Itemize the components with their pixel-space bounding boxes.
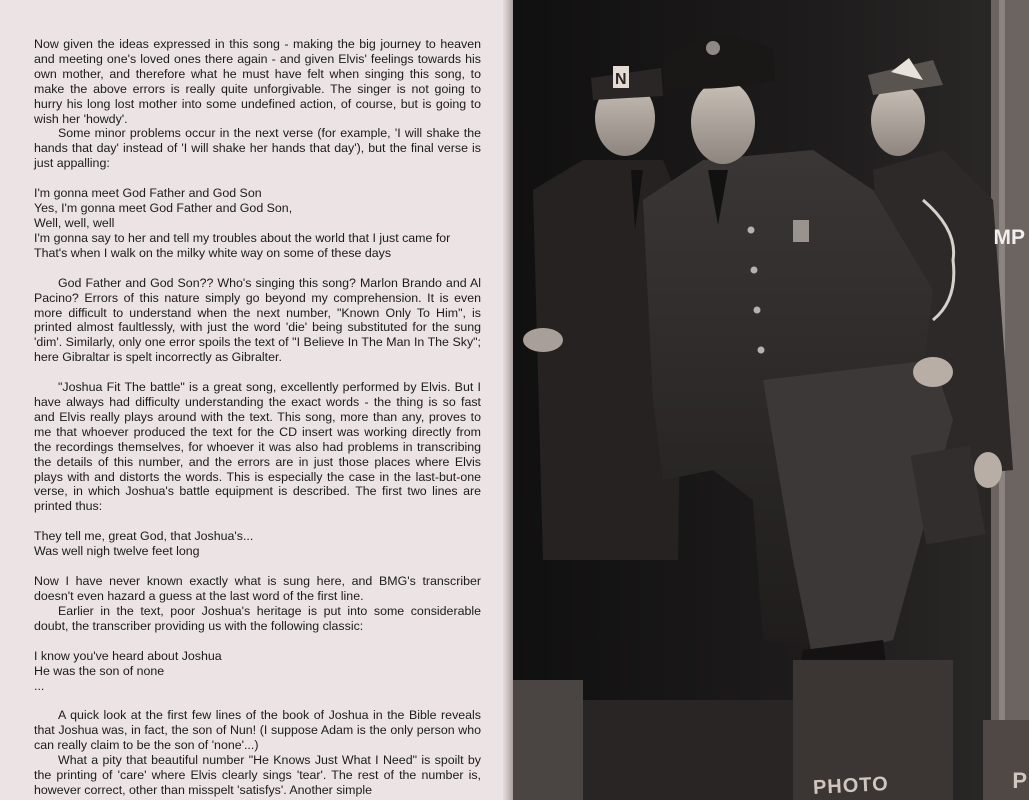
paragraph: Earlier in the text, poor Joshua's heritage is put into some considerable doubt, the transcriber providing us with the following classic: (34, 603, 481, 633)
lyric-line: Well, well, well (34, 215, 115, 230)
lyric-line: I'm gonna meet God Father and God Son (34, 186, 262, 201)
paragraph: God Father and God Son?? Who's singing this song? Marlon Brando and Al Pacino? Errors of this nature simply go beyond my comprehension. It is even more difficult to understand when the next number, "Known Only To Him", is printed almost faultlessly, with just the word 'die' being substituted for the sung 'dim'. Similarly, only one error spoils the text of "I Believe In The Man In The Sky"; here Gibraltar is spelt incorrectly as Gibralter. (34, 275, 481, 365)
paragraph: Some minor problems occur in the next verse (for example, 'I will shake the hands that day' instead of 'I will shake her hands that day'), but the final verse is just appalling: (34, 126, 481, 171)
lyric-line: Yes, I'm gonna meet God Father and God Son, (34, 201, 293, 216)
paragraph: A quick look at the first few lines of the book of Joshua in the Bible reveals that Joshua was, in fact, the son of Nun! (I suppose Adam is the only person who can really claim to be the son of 'none'...) (34, 708, 481, 753)
lyric-line: That's when I walk on the milky white way on some of these days (34, 245, 392, 260)
paragraph: Now I have never known exactly what is sung here, and BMG's transcriber doesn't even hazard a guess at the last word of the first line. (34, 574, 481, 603)
armband-label: MP (993, 226, 1025, 249)
lyric-line: I know you've heard about Joshua (34, 648, 222, 663)
page-gutter (503, 0, 513, 800)
crate-letter: P (1012, 768, 1027, 793)
svg-text:N: N (615, 71, 627, 88)
lyric-line: He was the son of none (34, 663, 165, 678)
soldiers-photo (513, 0, 1029, 800)
lyric-line: They tell me, great God, that Joshua's... (34, 529, 254, 544)
lyric-line: ... (34, 678, 45, 693)
photo-page (513, 0, 1029, 800)
paragraph: Now given the ideas expressed in this song - making the big journey to heaven and meeting one's loved ones there again - and given Elvis' feelings towards his own mother, and therefore what he must have felt when singing this song, to make the above errors is really quite unforgivable. The singer is not going to hurry his long lost mother into some undefined action, of course, but is going to wish her 'howdy'. (34, 37, 481, 126)
left-page (0, 0, 503, 800)
article-text (34, 37, 481, 798)
paragraph: "Joshua Fit The battle" is a great song, excellently performed by Elvis. But I have always had difficulty understanding the exact words - the thing is so fast and Elvis really plays around with the text. This song, more than any, proves to me that whoever produced the text for the CD insert was working directly from the recordings themselves, for whoever it was also had problems in transcribing the details of this number, and the errors are in just those places where Elvis plays with and distorts the words. This is especially the case in the last-but-one verse, in which Joshua's battle equipment is described. The first two lines are printed thus: (34, 380, 481, 514)
lyric-line: I'm gonna say to her and tell my troubles about the world that I just came for (34, 230, 451, 245)
lyric-line: Was well nigh twelve feet long (34, 544, 200, 559)
crate-label: PHOTO (812, 773, 890, 799)
paragraph: What a pity that beautiful number "He Knows Just What I Need" is spoilt by the printing of 'care' where Elvis clearly sings 'tear'. The rest of the number is, however correct, other than misspelt 'satisfys'. Another simple (34, 753, 481, 797)
